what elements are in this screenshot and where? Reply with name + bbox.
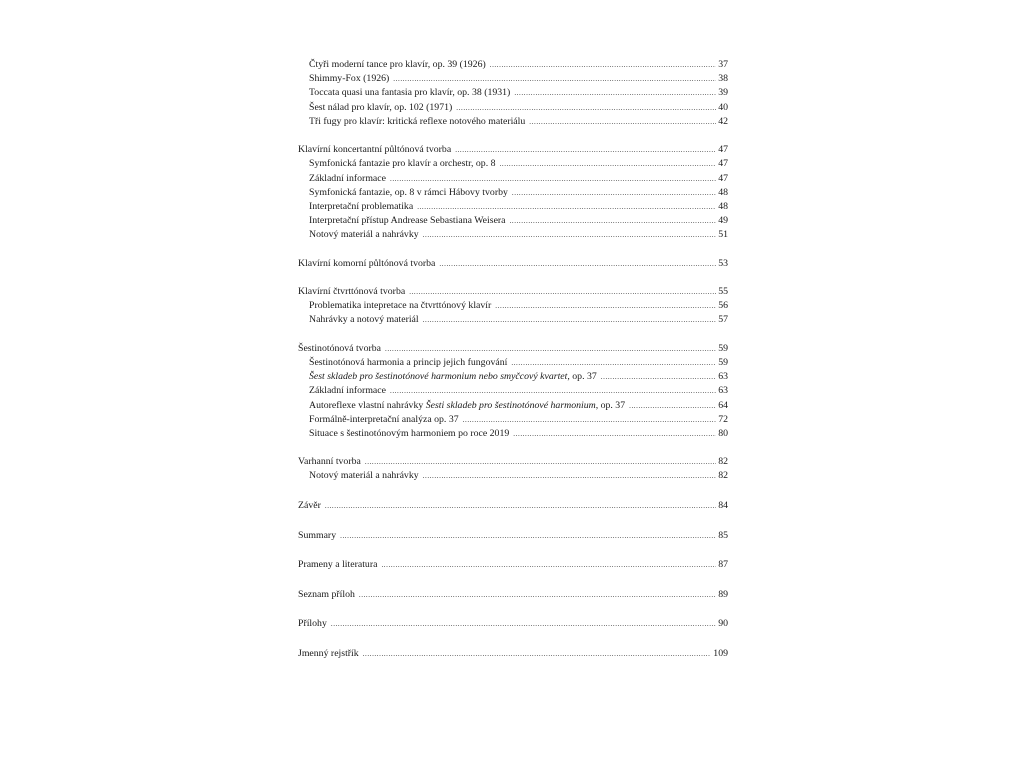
- toc-section: [298, 143, 728, 157]
- toc-section-page: 85: [718, 529, 728, 541]
- toc-entry: [298, 157, 728, 171]
- toc-entry-page: 48: [718, 200, 728, 212]
- toc-entry-page: 80: [718, 427, 728, 439]
- dot-leader: [455, 143, 716, 157]
- dot-leader: [423, 469, 717, 483]
- toc-section-page: 59: [718, 342, 728, 354]
- dot-leader: [511, 356, 716, 370]
- toc-entry: [298, 427, 728, 441]
- dot-leader: [409, 285, 716, 299]
- toc-entry-page: 49: [718, 215, 728, 227]
- toc-entry-page: 40: [718, 101, 728, 113]
- toc-entry-page: 48: [718, 186, 728, 198]
- toc-entry: [298, 58, 728, 72]
- toc-section: [298, 342, 728, 356]
- toc-entry: [298, 370, 728, 384]
- toc-entry-page: 63: [718, 385, 728, 397]
- toc-section-page: 55: [718, 286, 728, 297]
- toc-entry-title: Problematika intepretace na čtvrttónový klavír: [309, 300, 492, 312]
- dot-leader: [393, 72, 716, 86]
- toc-section-page: 109: [713, 647, 728, 659]
- toc-entry-title: [309, 370, 597, 384]
- dot-leader: [512, 186, 716, 200]
- toc-section-page: 87: [718, 559, 728, 571]
- toc-entry: [298, 86, 728, 100]
- toc-section-page: 47: [718, 144, 728, 156]
- toc-entry-page: 42: [718, 115, 728, 127]
- dot-leader: [359, 588, 716, 602]
- toc-entry-title-prefix: Autoreflexe vlastní nahrávky: [309, 399, 426, 411]
- toc-section-title: Jmenný rejstřík: [298, 647, 359, 659]
- toc-entry-page: 56: [718, 300, 728, 312]
- toc-entry-title-suffix: , op. 37: [595, 399, 626, 411]
- dot-leader: [363, 647, 712, 661]
- toc-section-title: Prameny a literatura: [298, 559, 378, 571]
- toc-section: [298, 455, 728, 469]
- toc-entry-title: Nahrávky a notový materiál: [309, 314, 419, 326]
- toc-entry: [298, 200, 728, 214]
- toc-entry-page: 57: [718, 314, 728, 326]
- table-of-contents: [298, 58, 728, 661]
- toc-section-page: 90: [718, 618, 728, 630]
- dot-leader: [340, 529, 716, 543]
- toc-entry-page: 37: [718, 59, 728, 70]
- toc-entry-title: Tři fugy pro klavír: kritická reflexe notového materiálu: [309, 115, 526, 127]
- toc-entry-title-italic: Šest skladeb pro šestinotónové harmonium nebo smyčcový kvartet: [309, 371, 568, 383]
- dot-leader: [390, 172, 716, 186]
- toc-entry-page: 47: [718, 158, 728, 170]
- dot-leader: [490, 58, 716, 72]
- dot-leader: [495, 299, 716, 313]
- dot-leader: [510, 214, 717, 228]
- dot-leader: [629, 399, 716, 413]
- toc-entry-page: 39: [718, 87, 728, 99]
- toc-entry: [298, 413, 728, 427]
- toc-entry: [298, 115, 728, 129]
- toc-section: [298, 499, 728, 513]
- toc-section-title: Varhanní tvorba: [298, 456, 361, 468]
- toc-section-page: 82: [718, 456, 728, 468]
- dot-leader: [601, 370, 716, 384]
- dot-leader: [456, 101, 716, 115]
- toc-entry: [298, 399, 728, 413]
- toc-entry-title: Toccata quasi una fantasia pro klavír, op. 38 (1931): [309, 87, 511, 99]
- toc-section: [298, 529, 728, 543]
- toc-entry-title: Čtyři moderní tance pro klavír, op. 39 (1926): [309, 59, 486, 70]
- toc-entry-page: 51: [718, 229, 728, 241]
- toc-entry: [298, 384, 728, 398]
- toc-entry-page: 82: [718, 470, 728, 482]
- dot-leader: [331, 617, 716, 631]
- dot-leader: [500, 157, 717, 171]
- toc-entry-title: Šest nálad pro klavír, op. 102 (1971): [309, 101, 453, 113]
- dot-leader: [439, 257, 716, 271]
- dot-leader: [325, 499, 716, 513]
- toc-section-page: 53: [718, 257, 728, 269]
- dot-leader: [417, 200, 716, 214]
- toc-entry-page: 47: [718, 172, 728, 184]
- toc-entry-page: 72: [718, 413, 728, 425]
- toc-entry-page: 64: [718, 399, 728, 411]
- toc-section-title: Klavírní komorní půltónová tvorba: [298, 257, 436, 269]
- toc-section: [298, 285, 728, 299]
- toc-section-title: Závěr: [298, 500, 321, 512]
- toc-entry-title: [309, 399, 625, 413]
- toc-section-title: Přílohy: [298, 618, 327, 630]
- toc-entry-title: Notový materiál a nahrávky: [309, 470, 419, 482]
- dot-leader: [381, 558, 716, 572]
- dot-leader: [423, 228, 717, 242]
- toc-entry-page: 63: [718, 371, 728, 383]
- toc-section-title: Summary: [298, 529, 337, 541]
- toc-entry: [298, 72, 728, 86]
- toc-entry: [298, 214, 728, 228]
- toc-entry-title: Symfonická fantazie pro klavír a orchestr, op. 8: [309, 158, 496, 170]
- dot-leader: [423, 313, 717, 327]
- toc-entry: [298, 101, 728, 115]
- toc-entry-page: 38: [718, 73, 728, 85]
- toc-section: [298, 558, 728, 572]
- toc-entry-title: Notový materiál a nahrávky: [309, 229, 419, 241]
- toc-entry: [298, 356, 728, 370]
- toc-entry: [298, 172, 728, 186]
- toc-entry-title: Interpretační problematika: [309, 200, 414, 212]
- dot-leader: [514, 86, 716, 100]
- toc-entry-title: Interpretační přístup Andrease Sebastiana Weisera: [309, 215, 506, 227]
- toc-entry-title: Symfonická fantazie, op. 8 v rámci Hábovy tvorby: [309, 186, 508, 198]
- toc-entry-title: Základní informace: [309, 172, 386, 184]
- toc-section: [298, 257, 728, 271]
- toc-section: [298, 647, 728, 661]
- toc-section-title: Šestinotónová tvorba: [298, 342, 381, 354]
- toc-section-title: Klavírní čtvrttónová tvorba: [298, 286, 406, 297]
- dot-leader: [390, 384, 716, 398]
- toc-entry-title: Šestinotónová harmonia a princip jejich fungování: [309, 356, 508, 368]
- toc-entry-title-italic: Šesti skladeb pro šestinotónové harmonium: [425, 399, 596, 411]
- toc-section-title: Klavírní koncertantní půltónová tvorba: [298, 144, 452, 156]
- toc-section: [298, 617, 728, 631]
- toc-entry-title: Situace s šestinotónovým harmoniem po roce 2019: [309, 427, 510, 439]
- toc-entry: [298, 299, 728, 313]
- toc-section-page: 89: [718, 588, 728, 600]
- toc-section-title: Seznam příloh: [298, 588, 355, 600]
- dot-leader: [513, 427, 716, 441]
- dot-leader: [463, 413, 717, 427]
- toc-entry: [298, 228, 728, 242]
- toc-entry-title: Základní informace: [309, 385, 386, 397]
- toc-entry: [298, 313, 728, 327]
- toc-entry-page: 59: [718, 356, 728, 368]
- toc-entry: [298, 186, 728, 200]
- dot-leader: [365, 455, 716, 469]
- toc-entry: [298, 469, 728, 483]
- toc-entry-title-suffix: , op. 37: [567, 371, 597, 383]
- dot-leader: [385, 342, 716, 356]
- toc-section: [298, 588, 728, 602]
- toc-entry-title: Shimmy-Fox (1926): [309, 73, 390, 85]
- toc-section-page: 84: [718, 500, 728, 512]
- dot-leader: [529, 115, 716, 129]
- toc-entry-title: Formálně-interpretační analýza op. 37: [309, 413, 459, 425]
